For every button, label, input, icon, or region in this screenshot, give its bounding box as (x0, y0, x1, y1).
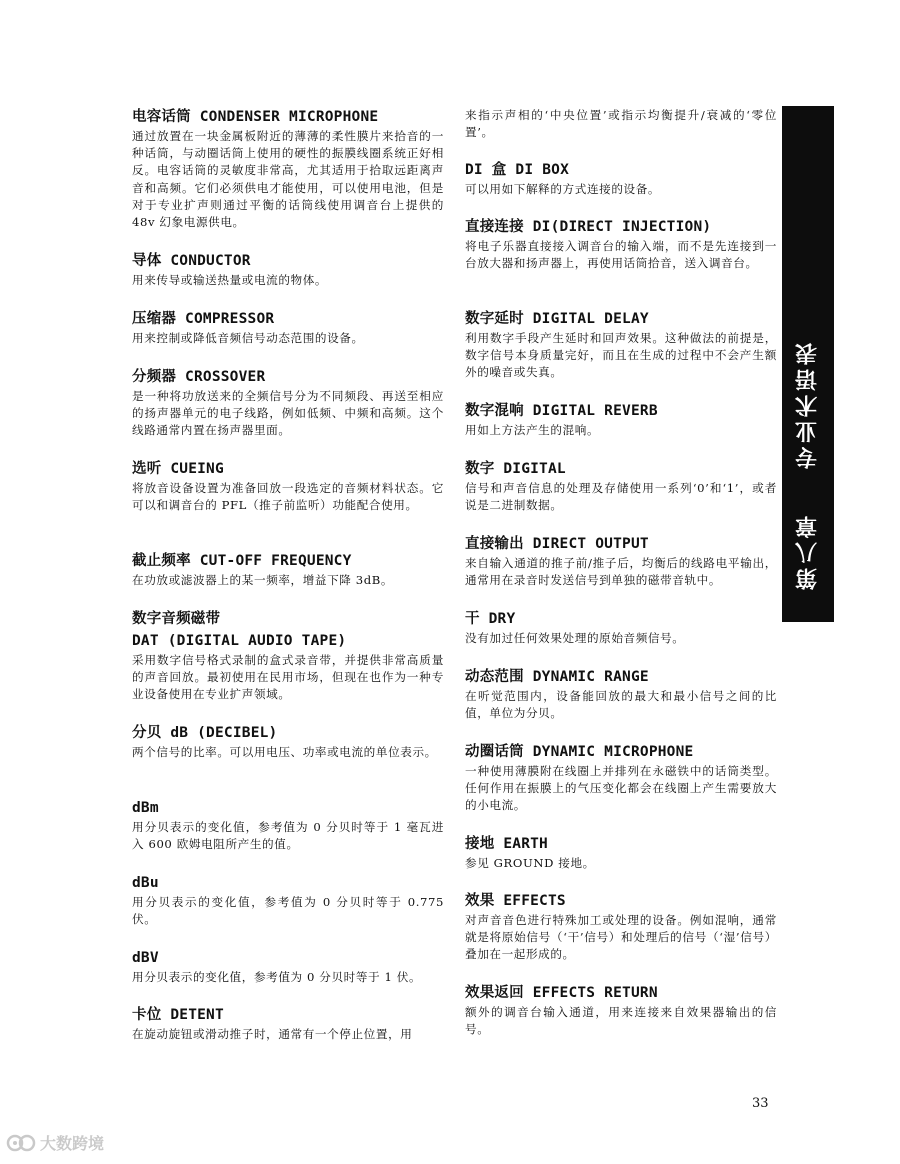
entry-term: 数字混响 DIGITAL REVERB (465, 403, 658, 419)
glossary-entry (132, 552, 444, 589)
entry-term: 分贝 dB (DECIBEL) (132, 725, 278, 741)
glossary-entry (132, 310, 444, 347)
glossary-entry (465, 668, 777, 722)
entry-term-english: DAT (DIGITAL AUDIO TAPE) (132, 633, 347, 649)
entry-term: 干 DRY (465, 611, 516, 627)
glossary-entry (465, 892, 777, 964)
entry-definition: 将放音设备设置为准备回放一段选定的音频材料状态。它可以和调音台的 PFL（推子前监听）功能配合使用。 (132, 481, 444, 513)
entry-definition: 来自输入通道的推子前/推子后，均衡后的线路电平输出，通常用在录音时发送信号到单独的磁带音轨中。 (465, 556, 777, 588)
entry-term: 压缩器 COMPRESSOR (132, 311, 275, 327)
sidebar-title: 专业术语表 (795, 339, 821, 469)
watermark-logo-icon (6, 1132, 36, 1154)
entry-definition: 是一种将功放送来的全频信号分为不同频段、再送至相应的扬声器单元的电子线路，例如低频、中频和高频。这个线路通常内置在扬声器里面。 (132, 389, 444, 438)
entry-definition: 将电子乐器直接接入调音台的输入端，而不是先连接到一台放大器和扬声器上，再使用话筒拾音，送入调音台。 (465, 239, 777, 271)
entry-definition: 用分贝表示的变化值，参考值为 0 分贝时等于 1 伏。 (132, 970, 422, 984)
entry-term: DI 盒 DI BOX (465, 162, 569, 178)
watermark-text: 大数跨境 (40, 1134, 105, 1153)
watermark (6, 1131, 104, 1154)
entry-definition: 可以用如下解释的方式连接的设备。 (465, 182, 661, 196)
entry-definition: 用分贝表示的变化值，参考值为 0 分贝时等于 1 毫瓦进入 600 欧姆电阻所产生的值。 (132, 820, 444, 852)
entry-term: 电容话筒 CONDENSER MICROPHONE (132, 109, 379, 125)
entry-definition: 在听觉范围内，设备能回放的最大和最小信号之间的比值，单位为分贝。 (465, 689, 777, 721)
glossary-entry (132, 610, 444, 704)
entry-definition: 采用数字信号格式录制的盒式录音带，并提供非常高质量的声音回放。最初使用在民用市场，但现在也作为一种专业设备使用在专业扩声领域。 (132, 653, 444, 702)
entry-definition: 参见 GROUND 接地。 (465, 856, 595, 870)
entry-definition: 通过放置在一块金属板附近的薄薄的柔性膜片来拾音的一种话筒，与动圈话筒上使用的硬性的振膜线圈系统正好相反。电容话筒的灵敏度非常高，尤其适用于拾取远距离声音和高频。它们必须供电才能使用，可以使用电池，但是对于专业扩声则通过平衡的话筒线使用调音台上提供的 48v 幻象电源供电。 (132, 129, 444, 230)
glossary-entry (465, 743, 777, 815)
entry-term: 数字音频磁带 (132, 611, 221, 627)
glossary-entry (132, 252, 444, 289)
entry-definition: 一种使用薄膜附在线圈上并排列在永磁铁中的话筒类型。任何作用在振膜上的气压变化都会在线圈上产生需要放大的小电流。 (465, 764, 777, 813)
entry-term: dBu (132, 875, 159, 891)
chapter-sidebar (782, 106, 834, 622)
entry-definition: 利用数字手段产生延时和回声效果。这种做法的前提是，数字信号本身质量完好，而且在生成的过程中不会产生额外的噪音或失真。 (465, 331, 777, 380)
glossary-entry (132, 874, 444, 928)
entry-term: 直接连接 DI(DIRECT INJECTION) (465, 219, 712, 235)
glossary-entry (465, 984, 777, 1038)
entry-definition: 在旋动旋钮或滑动推子时，通常有一个停止位置，用 (132, 1027, 413, 1041)
entry-term: 截止频率 CUT-OFF FREQUENCY (132, 553, 352, 569)
entry-term: 接地 EARTH (465, 836, 548, 852)
entry-term: 动态范围 DYNAMIC RANGE (465, 669, 649, 685)
entry-term: 直接输出 DIRECT OUTPUT (465, 536, 649, 552)
glossary-entry (132, 368, 444, 440)
entry-term: 分频器 CROSSOVER (132, 369, 266, 385)
glossary-entry (132, 460, 444, 514)
entry-definition: 额外的调音台输入通道，用来连接来自效果器输出的信号。 (465, 1005, 777, 1037)
glossary-entry (465, 460, 777, 514)
entry-term: 卡位 DETENT (132, 1007, 224, 1023)
glossary-entry (132, 724, 444, 761)
entry-definition: 用来传导或输送热量或电流的物体。 (132, 273, 328, 287)
glossary-entry (465, 535, 777, 589)
glossary-entry (465, 218, 777, 272)
entry-definition: 用来控制或降低音频信号动态范围的设备。 (132, 331, 364, 345)
entry-definition: 用分贝表示的变化值，参考值为 0 分贝时等于 0.775伏。 (132, 895, 444, 927)
entry-term: 导体 CONDUCTOR (132, 253, 251, 269)
entry-term: 动圈话筒 DYNAMIC MICROPHONE (465, 744, 694, 760)
entry-term: dBV (132, 950, 159, 966)
entry-definition: 两个信号的比率。可以用电压、功率或电流的单位表示。 (132, 745, 437, 759)
entry-term: dBm (132, 800, 159, 816)
entry-term: 数字 DIGITAL (465, 461, 566, 477)
glossary-entry (465, 835, 777, 872)
page-number: 33 (752, 1096, 769, 1111)
entry-definition: 对声音音色进行特殊加工或处理的设备。例如混响，通常就是将原始信号（‘干’信号）和处理后的信号（‘湿’信号）叠加在一起形成的。 (465, 913, 777, 962)
glossary-entry (132, 1006, 444, 1043)
entry-term: 效果返回 EFFECTS RETURN (465, 985, 658, 1001)
glossary-entry (465, 610, 777, 647)
glossary-entry (132, 108, 444, 231)
glossary-entry (465, 161, 777, 198)
glossary-entry (132, 949, 444, 986)
glossary-entry (132, 799, 444, 853)
continued-definition (465, 106, 777, 141)
entry-term: 数字延时 DIGITAL DELAY (465, 311, 649, 327)
entry-definition: 用如上方法产生的混响。 (465, 423, 600, 437)
glossary-entry (465, 402, 777, 439)
entry-definition: 信号和声音信息的处理及存储使用一系列‘0’和‘1’，或者说是二进制数据。 (465, 481, 777, 513)
entry-term: 选听 CUEING (132, 461, 224, 477)
entry-term: 效果 EFFECTS (465, 893, 566, 909)
glossary-entry (465, 310, 777, 382)
entry-definition: 在功放或滤波器上的某一频率，增益下降 3dB。 (132, 573, 394, 587)
entry-definition: 没有加过任何效果处理的原始音频信号。 (465, 631, 685, 645)
entry-definition: 来指示声相的‘中央位置’或指示均衡提升/衰减的‘零位置’。 (465, 108, 777, 140)
sidebar-chapter: 第八章 (795, 512, 821, 590)
